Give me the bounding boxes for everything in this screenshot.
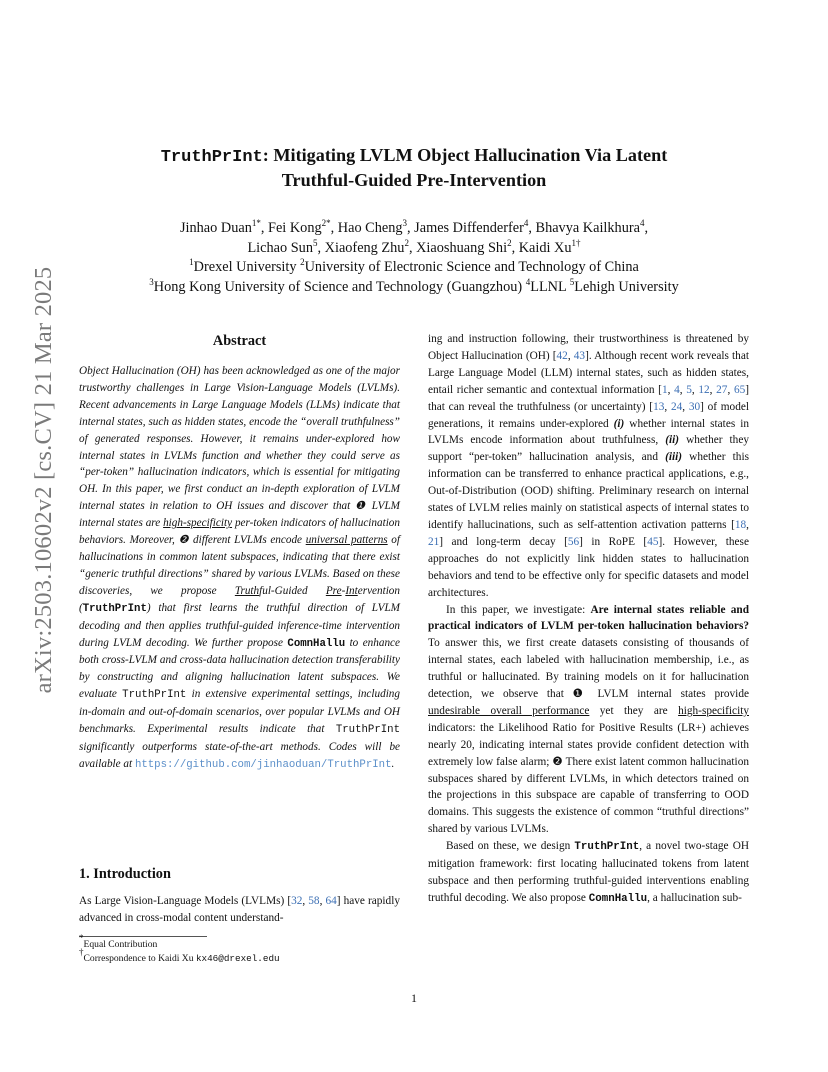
citation-link[interactable]: 42: [556, 349, 568, 362]
abstract-text: Object Hallucination (OH) has been acknowledged as one of the major trustworthy challenges in Large Vision-Language Models (LVLMs). Recent advancements in Large Language Models (LLMs) indicate that internal states, such as hidden states, encode the “overall truthfulness” of generated responses. However, it remains under-explored how internal states in LVLMs function and whether they could serve as “per-token” hallucination indicators, which is essential for mitigating OH. In this paper, we first conduct an in-depth exploration of LVLM internal states in relation to OH issues and discover that ❶ LVLM internal states are high-specificity per-token indicators of hallucination behaviors. Moreover, ❷ different LVLMs encode universal patterns of hallucinations in common latent subspaces, indicating that there exist “generic truthful directions” shared by various LVLMs. Based on these discoveries, we propose Truthful-Guided Pre-Intervention (TruthPrInt) that first learns the truthful direction of LVLM decoding and then applies truthful-guided inference-time intervention during LVLM decoding. We further propose ComnHallu to enhance both cross-LVLM and cross-data hallucination detection transferability by constructing and aligning hallucination latent subspaces. We evaluate TruthPrInt in extensive experimental settings, including in-domain and out-of-domain scenarios, over popular LVLMs and OH benchmarks. Experimental results indicate that TruthPrInt significantly outperforms state-of-the-art methods. Codes will be available at https://github.com/jinhaoduan/TruthPrInt.: [79, 365, 401, 771]
citation-link[interactable]: 13: [653, 400, 665, 413]
affiliations: $^1$Drexel University $^2$University of Electronic Science and Technology of China $^3$Hong Kong University of Science and Technology (Guangzhou) $^4$LLNL $^5$Lehigh University: [149, 257, 679, 295]
intro-text: As Large Vision-Language Models (LVLMs) [32, 58, 64] have rapidly advanced in cross-modal content understand-: [79, 895, 400, 924]
intro-paragraph-3: Based on these, we design TruthPrInt, a novel two-stage OH mitigation framework: first locating hallucinated tokens from latent subspace and then performing truthful-guided interventions enabling truthful decoding. We also propose ComnHallu, a hallucination sub-: [428, 840, 750, 905]
intro-paragraph-2: In this paper, we investigate: Are internal states reliable and practical indicators of LVLM per-token hallucination behaviors? To answer this, we first create datasets consisting of thousands of internal states, each labeled with hallucination membership, i.e., as truthful or hallucinated. By training models on it for hallucination detection, we observe that ❶ LVLM internal states provide undesirable overall performance yet they are high-specificity indicators: the Likelihood Ratio for Positive Results (LR+) achieves nearly 20, indicating internal states provide confident detection with extremely low false alarm; ❷ There exist latent common hallucination subspaces shared by different LVLMs, in which detectors trained on the projections in this subspace are capable of transferring to OOD domains. This suggests the existence of common “truthful directions” shared by various LVLMs.: [428, 603, 749, 836]
footnote-rule: [79, 936, 207, 937]
citation-link[interactable]: 21: [428, 535, 440, 548]
citation-link[interactable]: 64: [325, 895, 337, 907]
abstract-section: [79, 331, 400, 774]
citation-link[interactable]: 65: [733, 383, 746, 396]
arxiv-stamp: arXiv:2503.10602v2 [cs.CV] 21 Mar 2025: [30, 266, 57, 693]
citation-link[interactable]: 43: [573, 349, 586, 362]
right-column: [428, 331, 749, 908]
citation-link[interactable]: 45: [647, 535, 659, 548]
author-email: kx46@drexel.edu: [195, 953, 280, 964]
citation-link[interactable]: 32: [291, 895, 303, 907]
page-number: 1: [411, 991, 417, 1005]
citation-link[interactable]: 24: [670, 400, 683, 413]
citation-link[interactable]: 27: [716, 383, 728, 396]
citation-link[interactable]: 1: [661, 383, 668, 396]
paper-title: TruthPrInt: Mitigating LVLM Object Hallucination Via Latent Truthful-Guided Pre-Intervention: [160, 145, 668, 190]
citation-link[interactable]: 58: [308, 895, 320, 907]
author-list: Jinhao Duan$^{1*}$, Fei Kong$^{2*}$, Hao Cheng$^3$, James Diffenderfer$^4$, Bhavya Kailkhura$^4$, Lichao Sun$^5$, Xiaofeng Zhu$^2$, Xiaoshuang Shi$^2$, Kaidi $Xu^{1\dagger}$: [179, 218, 649, 256]
abstract-heading: Abstract: [212, 333, 267, 349]
intro-heading: 1. Introduction: [79, 866, 171, 882]
footnote-equal-contribution: *Equal Contribution: [79, 933, 158, 950]
citation-link[interactable]: 4: [674, 383, 680, 396]
citation-link[interactable]: 18: [734, 518, 747, 531]
citation-link[interactable]: 30: [688, 400, 701, 413]
code-link[interactable]: https://github.com/jinhaoduan/TruthPrInt: [134, 758, 392, 771]
citation-link[interactable]: 56: [567, 535, 580, 548]
citation-link[interactable]: 5: [686, 383, 692, 396]
title-method-name: TruthPrInt: [160, 148, 263, 167]
citation-link[interactable]: 12: [698, 383, 710, 396]
intro-paragraph-1: ing and instruction following, their trustworthiness is threatened by Object Hallucination (OH) [42, 43]. Although recent work reveals that Large Language Model (LLM) internal states, such as hidden states, entail richer semantic and contextual information [1, 4, 5, 12, 27, 65] that can reveal the truthfulness (or uncertainty) [13, 24, 30] of model generations, it remains under-explored (i) whether internal states in LVLMs encode information about truthfulness, (ii) whether they support “per-token” hallucination analysis, and (iii) whether this information can be transferred to enhance practical applications, e.g., Out-of-Distribution (OOD) shifting. Preliminary research on internal states of LVLM relies mainly on statistical aspects of internal states to identify hallucinations, such as self-attention activation patterns [18, 21] and long-term decay [56] in RoPE [45]. However, these approaches do not explicitly link hidden states to hallucination behaviors and tend to be effective only for specific datasets and model architectures.: [428, 333, 750, 599]
footnote-correspondence: †Correspondence to Kaidi Xu kx46@drexel.edu: [79, 947, 280, 964]
